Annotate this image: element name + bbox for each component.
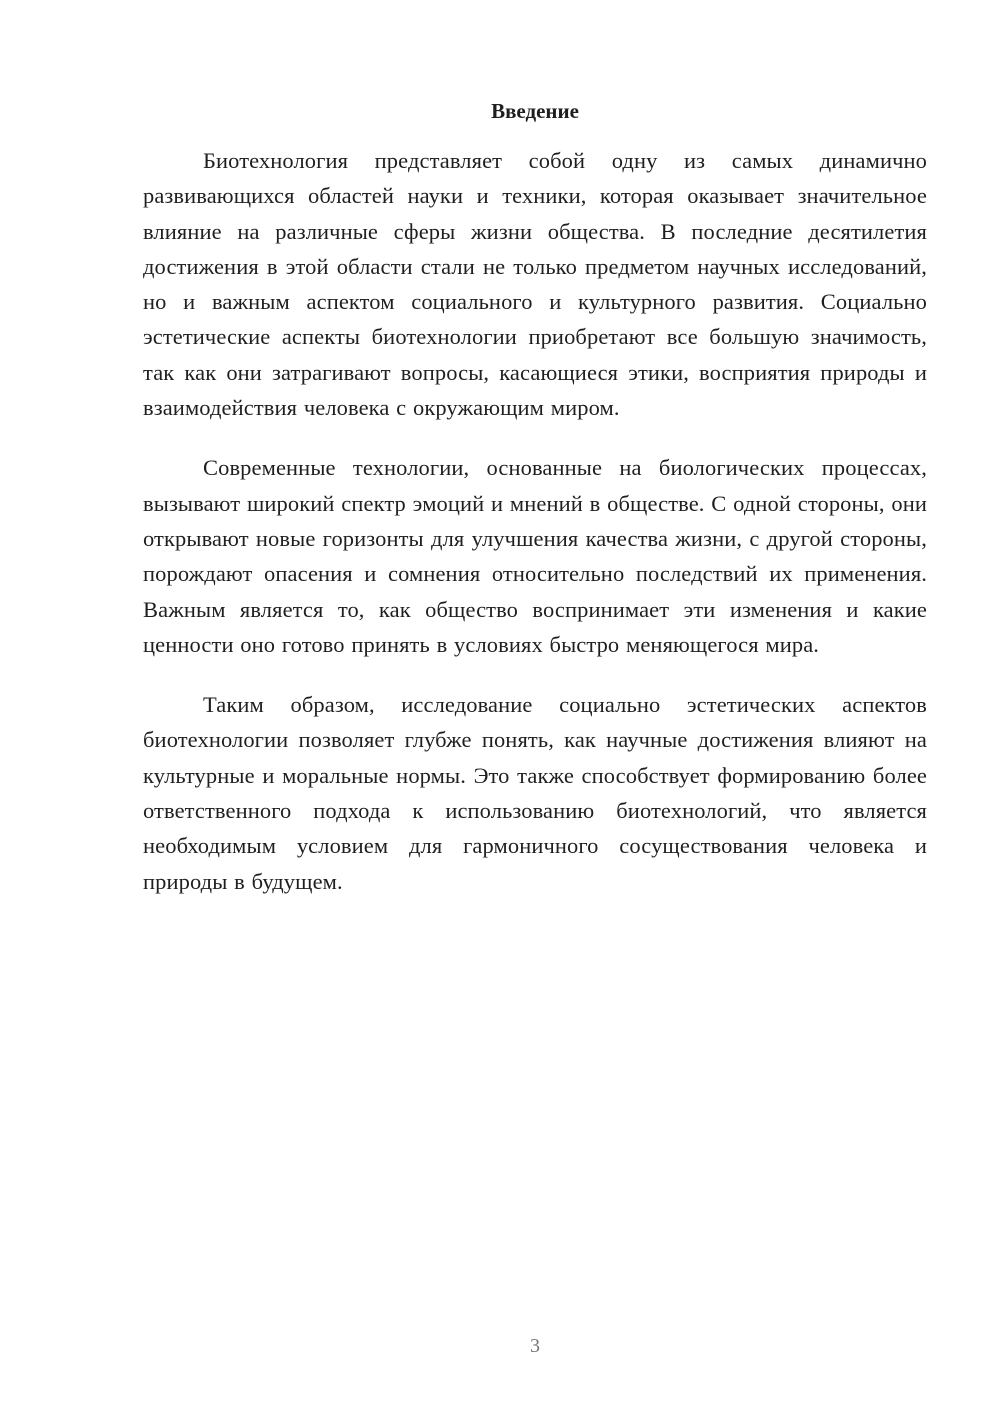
page-number: 3 [530, 1335, 540, 1357]
paragraph-3: Таким образом, исследование социально эстетических аспектов биотехнологии позволяет глубже понять, как научные достижения влияют на культурные и моральные нормы. Это также способствует формированию более ответственного подхода к использованию биотехнологий, что является необходимым условием для гармоничного сосуществования человека и природы в будущем. [143, 692, 927, 894]
paragraph-1: Биотехнология представляет собой одну из самых динамично развивающихся областей науки и техники, которая оказывает значительное влияние на различные сферы жизни общества. В последние десятилетия достижения в этой области стали не только предметом научных исследований, но и важным аспектом социального и культурного развития. Социально эстетические аспекты биотехнологии приобретают все большую значимость, так как они затрагивают вопросы, касающиеся этики, восприятия природы и взаимодействия человека с окружающим миром. [143, 148, 927, 421]
section-heading: Введение [491, 99, 579, 123]
body-text [143, 143, 927, 924]
paragraph-2: Современные технологии, основанные на биологических процессах, вызывают широкий спектр эмоций и мнений в обществе. С одной стороны, они открывают новые горизонты для улучшения качества жизни, с другой стороны, порождают опасения и сомнения относительно последствий их применения. Важным является то, как общество воспринимает эти изменения и какие ценности оно готово принять в условиях быстро меняющегося мира. [143, 455, 927, 657]
